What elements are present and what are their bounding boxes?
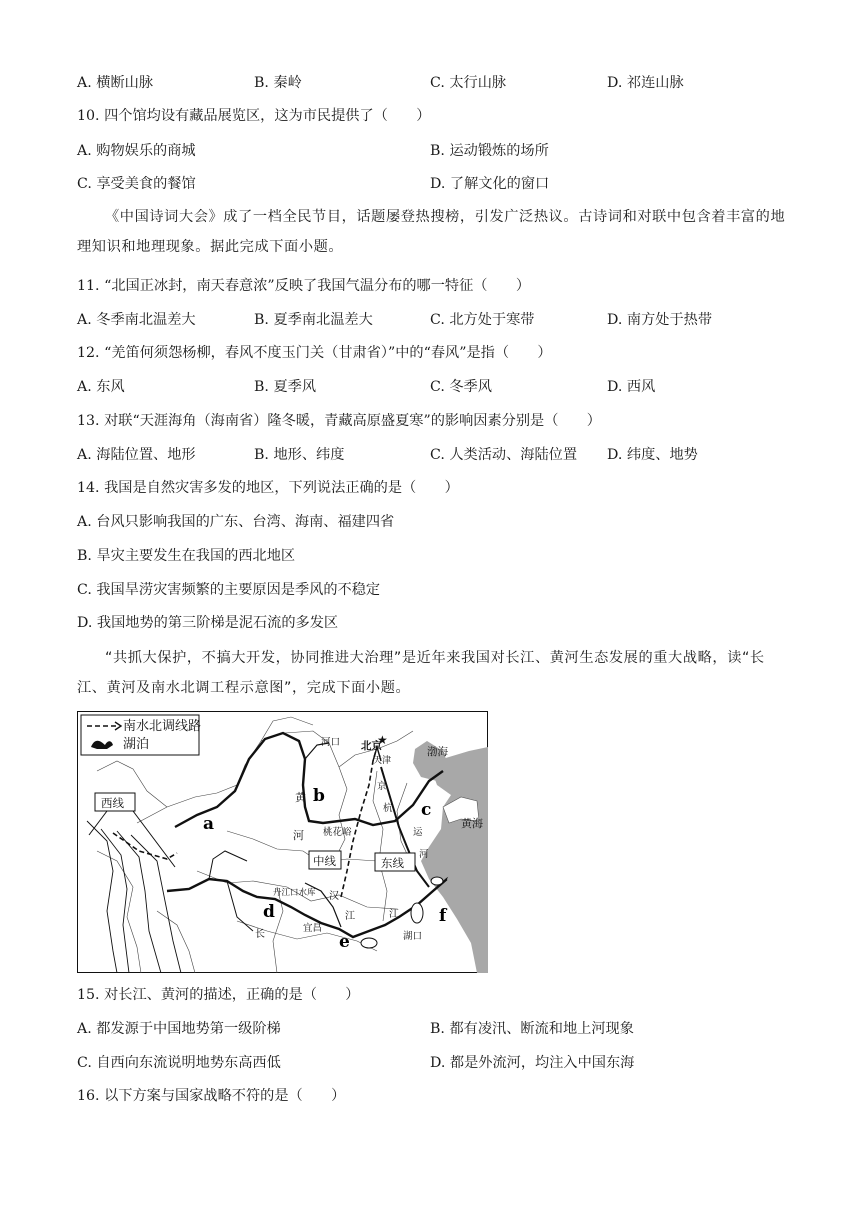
label-yangtze-2: 江: [345, 911, 355, 922]
q13-option-c: C. 人类活动、海陆位置: [430, 447, 578, 463]
q10-option-b: B. 运动锻炼的场所: [430, 143, 549, 159]
lake: [361, 938, 377, 948]
q10-stem: 10. 四个馆均设有藏品展览区，这为市民提供了（ ）: [77, 108, 431, 124]
label-yellow-river-2: 河: [293, 829, 304, 842]
label-han-river: 汉: [329, 891, 339, 902]
label-hekou: 河口: [321, 737, 341, 748]
q15-option-c: C. 自西向东流说明地势东高西低: [77, 1055, 281, 1071]
legend-route-label: 南水北调线路: [123, 719, 202, 734]
west-line-label: 西线: [101, 796, 124, 810]
lake: [431, 877, 443, 885]
label-yichang: 宜昌: [303, 923, 323, 934]
q11-option-b: B. 夏季南北温差大: [254, 312, 373, 328]
middle-line-label: 中线: [313, 854, 336, 868]
marker-f: f: [439, 906, 447, 926]
q14-option-c: C. 我国旱涝灾害频繁的主要原因是季风的不稳定: [77, 582, 381, 598]
q15-option-d: D. 都是外流河，均注入中国东海: [430, 1055, 635, 1071]
label-huanghai: 黄海: [461, 817, 483, 830]
q12-option-b: B. 夏季风: [254, 379, 317, 395]
q11-stem: 11. “北国正冰封，南天春意浓”反映了我国气温分布的哪一特征（ ）: [77, 278, 531, 294]
marker-b: b: [313, 786, 325, 806]
q16-stem: 16. 以下方案与国家战略不符的是（ ）: [77, 1088, 346, 1104]
q15-option-a: A. 都发源于中国地势第一级阶梯: [77, 1021, 281, 1037]
label-canal-4: 河: [419, 849, 429, 860]
q14-option-a: A. 台风只影响我国的广东、台湾、海南、福建四省: [77, 514, 395, 530]
label-bohai: 渤海: [427, 746, 448, 758]
marker-e: e: [339, 932, 350, 952]
q9-option-c: C. 太行山脉: [430, 75, 507, 91]
q14-option-d: D. 我国地势的第三阶梯是泥石流的多发区: [77, 615, 339, 631]
intro-river-strategy: “共抓大保护，不搞大开发，协同推进大治理”是近年来我国对长江、黄河生态发展的重大战略，读“长江、黄河及南水北调工程示意图”，完成下面小题。: [77, 650, 765, 696]
label-tianjin: 天津: [373, 756, 392, 766]
q11-option-a: A. 冬季南北温差大: [77, 312, 196, 328]
q13-option-d: D. 纬度、地势: [607, 447, 698, 463]
q11-option-d: D. 南方处于热带: [607, 312, 713, 328]
q9-option-b: B. 秦岭: [254, 75, 302, 91]
q13-option-b: B. 地形、纬度: [254, 447, 345, 463]
legend-lake-label: 湖泊: [123, 737, 150, 752]
label-canal-3: 运: [413, 827, 423, 838]
label-beijing: 北京: [361, 740, 382, 752]
east-line-label: 东线: [381, 856, 404, 870]
label-yellow-river-1: 黄: [295, 791, 306, 804]
q12-option-d: D. 西风: [607, 379, 656, 395]
yangtze-yellow-river-map: [77, 711, 488, 973]
q12-stem: 12. “羌笛何须怨杨柳，春风不度玉门关（甘肃省）”中的“春风”是指（ ）: [77, 345, 552, 361]
q9-option-a: A. 横断山脉: [77, 75, 154, 91]
intro-poetry: 《中国诗词大会》成了一档全民节目，话题屡登热搜榜，引发广泛热议。古诗词和对联中包含着丰富的地理知识和地理现象。据此完成下面小题。: [77, 209, 786, 255]
q9-option-d: D. 祁连山脉: [607, 75, 684, 91]
marker-a: a: [203, 814, 215, 834]
label-yangtze-3: 江: [389, 909, 399, 920]
q12-option-c: C. 冬季风: [430, 379, 492, 395]
q13-stem: 13. 对联“天涯海角（海南省）隆冬暖，青藏高原盛夏寒”的影响因素分别是（ ）: [77, 413, 601, 429]
q15-stem: 15. 对长江、黄河的描述，正确的是（ ）: [77, 987, 360, 1003]
q15-option-b: B. 都有凌汛、断流和地上河现象: [430, 1021, 634, 1037]
q13-option-a: A. 海陆位置、地形: [77, 447, 196, 463]
label-taohuayu: 桃花峪: [323, 827, 352, 838]
q12-option-a: A. 东风: [77, 379, 125, 395]
label-canal-2: 杭: [383, 803, 393, 814]
label-danjiangkou: 丹江口水库: [273, 888, 316, 898]
q14-stem: 14. 我国是自然灾害多发的地区，下列说法正确的是（ ）: [77, 480, 459, 496]
q10-option-c: C. 享受美食的餐馆: [77, 176, 196, 192]
q14-option-b: B. 旱灾主要发生在我国的西北地区: [77, 548, 296, 564]
label-yangtze-1: 长: [255, 929, 265, 940]
q10-option-d: D. 了解文化的窗口: [430, 176, 550, 192]
lake: [411, 903, 423, 923]
marker-c: c: [421, 800, 432, 820]
beijing-star-icon: ★: [377, 733, 388, 747]
q10-option-a: A. 购物娱乐的商城: [77, 143, 196, 159]
label-canal-1: 京: [377, 781, 387, 792]
marker-d: d: [263, 902, 275, 922]
label-hukou: 湖口: [403, 931, 423, 942]
q11-option-c: C. 北方处于寒带: [430, 312, 535, 328]
